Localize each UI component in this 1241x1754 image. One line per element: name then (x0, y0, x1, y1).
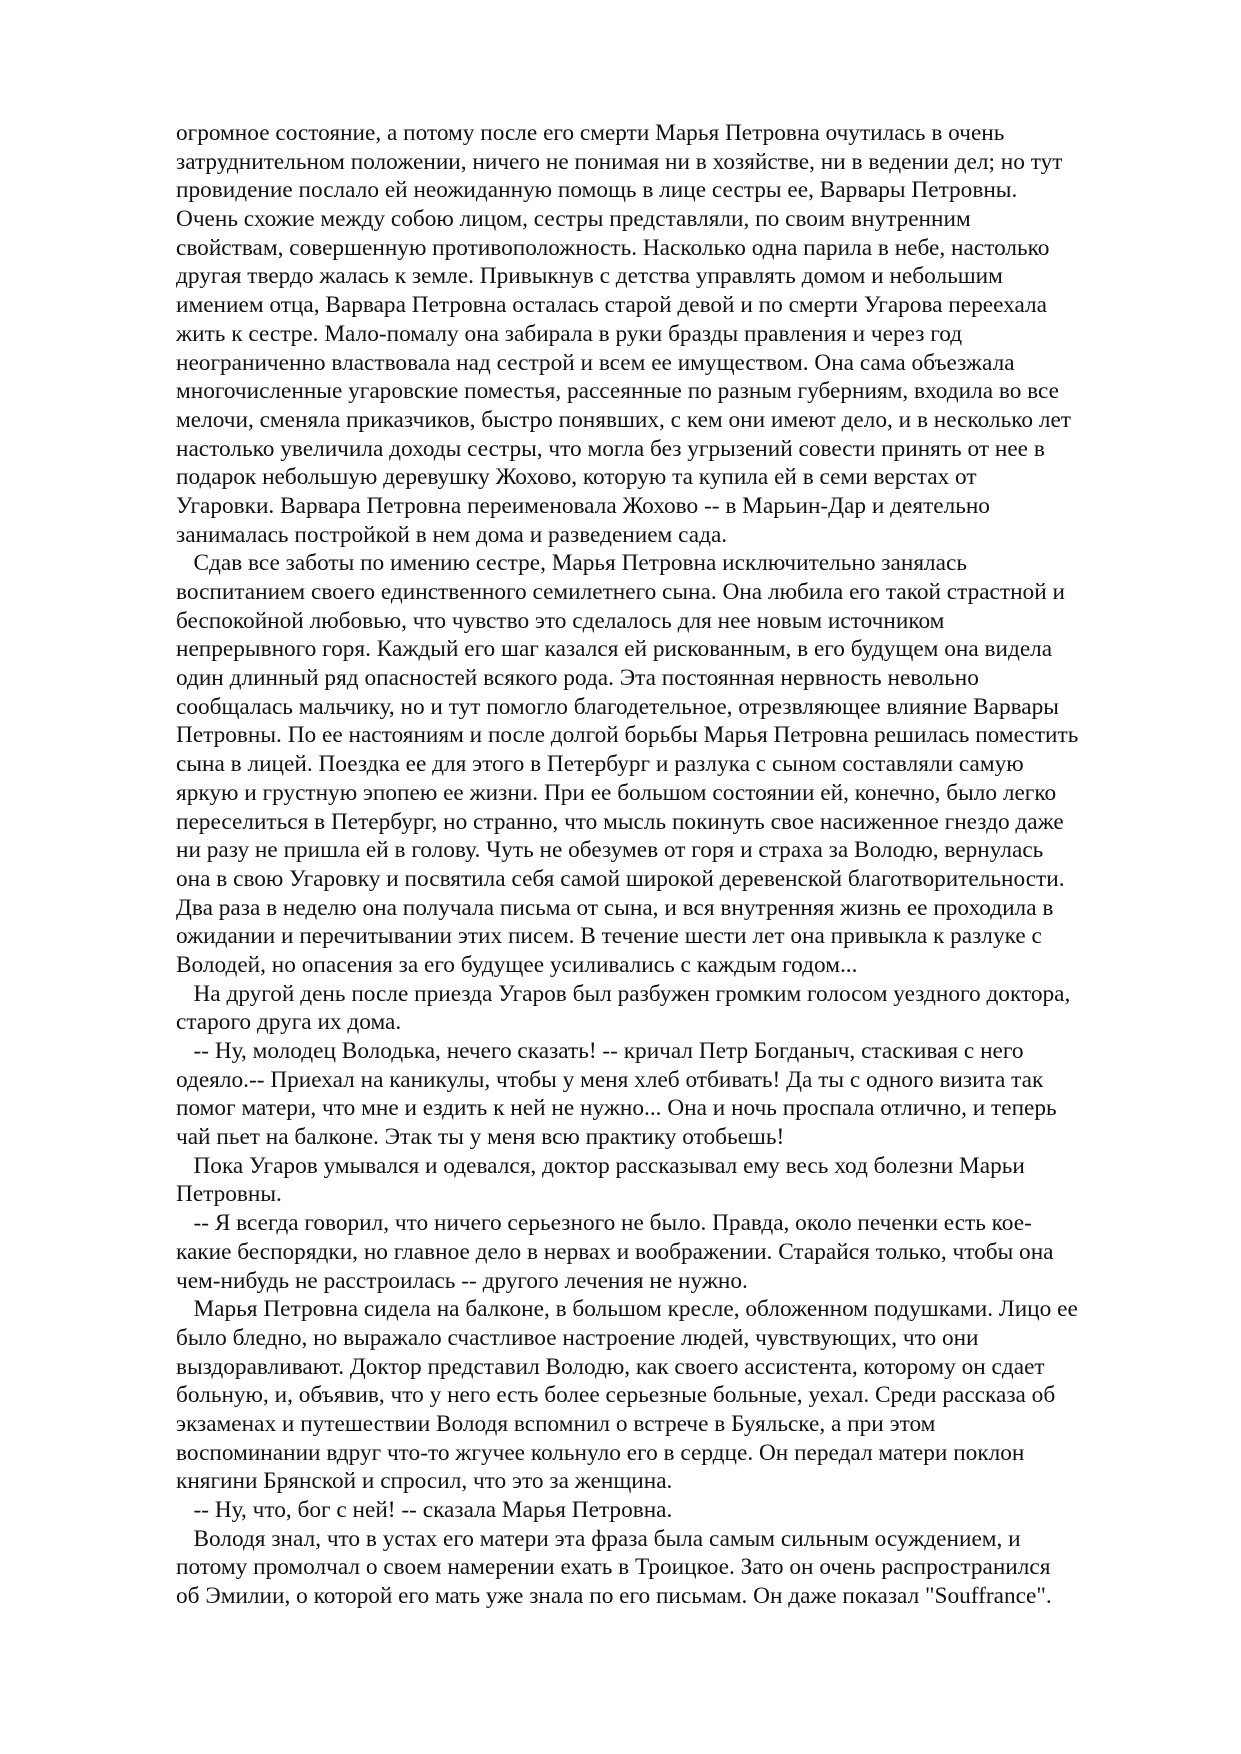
text-line: Марья Петровна сидела на балконе, в большом кресле, обложенном подушками. Лицо ее (176, 1296, 1078, 1323)
text-line: Володя знал, что в устах его матери эта фраза была самым сильным осуждением, и (176, 1525, 1021, 1552)
text-line: старого друга их дома. (176, 1009, 402, 1036)
text-line: воспоминании вдруг что-то жгучее кольнуло его в сердце. Он передал матери поклон (176, 1439, 1025, 1466)
text-line: одеяло.-- Приехал на каникулы, чтобы у меня хлеб отбивать! Да ты с одного визита так (176, 1066, 1044, 1093)
text-line: неограниченно властвовала над сестрой и всем ее имуществом. Она сама объезжала (176, 349, 1015, 376)
text-line: Два раза в неделю она получала письма от сына, и вся внутренняя жизнь ее проходила в (176, 894, 1054, 921)
text-line: На другой день после приезда Угаров был разбужен громким голосом уездного доктора, (176, 980, 1071, 1007)
text-line: Очень схожие между собою лицом, сестры представляли, по своим внутренним (176, 206, 971, 233)
text-line: Петровны. (176, 1181, 282, 1208)
text-line: потому промолчал о своем намерении ехать в Троицкое. Зато он очень распространился (176, 1554, 1051, 1581)
text-line: Володей, но опасения за его будущее усиливались с каждым годом... (176, 951, 858, 978)
text-line: выздоравливают. Доктор представил Володю, как своего ассистента, которому он сдает (176, 1353, 1045, 1380)
text-line: княгини Брянской и спросил, что это за женщина. (176, 1468, 673, 1495)
text-line: -- Я всегда говорил, что ничего серьезного не было. Правда, около печенки есть кое- (176, 1210, 1032, 1237)
text-line: больную, и, объявив, что у него есть более серьезные больные, уехал. Среди рассказа об (176, 1382, 1056, 1409)
text-line: Угаровки. Варвара Петровна переименовала Жохово -- в Марьин-Дар и деятельно (176, 492, 990, 519)
text-line: сына в лицей. Поездка ее для этого в Петербург и разлука с сыном составляли самую (176, 751, 1024, 778)
text-line: -- Ну, что, бог с ней! -- сказала Марья Петровна. (176, 1497, 673, 1523)
text-line: затруднительном положении, ничего не понимая ни в хозяйстве, ни в ведении дел; но тут (176, 148, 1063, 175)
text-line: ожидании и перечитывании этих писем. В течение шести лет она привыкла к разлуке с (176, 923, 1042, 950)
text-line: экзаменах и путешествии Володя вспомнил о встрече в Буяльске, а при этом (176, 1410, 936, 1437)
text-line: яркую и грустную эпопею ее жизни. При ее большом состоянии ей, конечно, было легко (176, 779, 1057, 806)
text-line: об Эмилии, о которой его мать уже знала по его письмам. Он даже показал "Souffrance". (176, 1583, 1052, 1610)
text-line: провидение послало ей неожиданную помощь в лице сестры ее, Варвары Петровны. (176, 177, 1018, 204)
text-line: мелочи, сменяла приказчиков, быстро понявших, с кем они имеют дело, и в несколько лет (176, 406, 1071, 433)
text-line: воспитанием своего единственного семилетнего сына. Она любила его такой страстной и (176, 579, 1065, 605)
text-line: настолько увеличила доходы сестры, что могла без угрызений совести принять от нее в (176, 435, 1045, 462)
text-line: имением отца, Варвара Петровна осталась старой девой и по смерти Угарова переехала (176, 292, 1047, 319)
text-line: другая твердо жалась к земле. Привыкнув с детства управлять домом и небольшим (176, 263, 1003, 290)
text-line: какие беспорядки, но главное дело в нервах и воображении. Старайся только, чтобы она (176, 1238, 1054, 1265)
text-line: Пока Угаров умывался и одевался, доктор рассказывал ему весь ход болезни Марьи (176, 1152, 1025, 1179)
text-line: сообщалась мальчику, но и тут помогло благодетельное, отрезвляющее влияние Варвары (176, 693, 1059, 720)
text-line: свойствам, совершенную противоположность. Насколько одна парила в небе, настолько (176, 234, 1050, 261)
text-line: непрерывного горя. Каждый его шаг казался ей рискованным, в его будущем она видела (176, 636, 1053, 663)
text-line: жить к сестре. Мало-помалу она забирала в руки бразды правления и через год (176, 320, 963, 347)
body-text (176, 119, 1161, 1611)
text-line: многочисленные угаровские поместья, рассеянные по разным губерниям, входила во все (176, 378, 1060, 405)
text-line: огромное состояние, а потому после его смерти Марья Петровна очутилась в очень (176, 120, 1005, 146)
text-line: занималась постройкой в нем дома и разведением сада. (176, 521, 728, 548)
text-line: Петровны. По ее настояниям и после долгой борьбы Марья Петровна решилась поместить (176, 722, 1079, 749)
text-line: подарок небольшую деревушку Жохово, которую та купила ей в семи верстах от (176, 464, 977, 491)
text-line: -- Ну, молодец Володька, нечего сказать! -- кричал Петр Богданыч, стаскивая с него (176, 1038, 1024, 1064)
text-line: было бледно, но выражало счастливое настроение людей, чувствующих, что они (176, 1324, 979, 1351)
text-line: она в свою Угаровку и посвятила себя самой широкой деревенской благотворительности. (176, 865, 1065, 892)
text-line: ни разу не пришла ей в голову. Чуть не обезумев от горя и страха за Володю, вернулась (176, 837, 1044, 864)
text-line: один длинный ряд опасностей всякого рода. Эта постоянная нервность невольно (176, 665, 979, 692)
text-line: беспокойной любовью, что чувство это сделалось для нее новым источником (176, 607, 945, 634)
text-line: чем-нибудь не расстроилась -- другого лечения не нужно. (176, 1267, 748, 1294)
text-line: Сдав все заботы по имению сестре, Марья Петровна исключительно занялась (176, 550, 967, 577)
text-line: помог матери, что мне и ездить к ней не нужно... Она и ночь проспала отлично, и теперь (176, 1095, 1057, 1122)
text-line: чай пьет на балконе. Этак ты у меня всю практику отобьешь! (176, 1124, 785, 1151)
text-line: переселиться в Петербург, но странно, что мысль покинуть свое насиженное гнездо даже (176, 808, 1064, 835)
